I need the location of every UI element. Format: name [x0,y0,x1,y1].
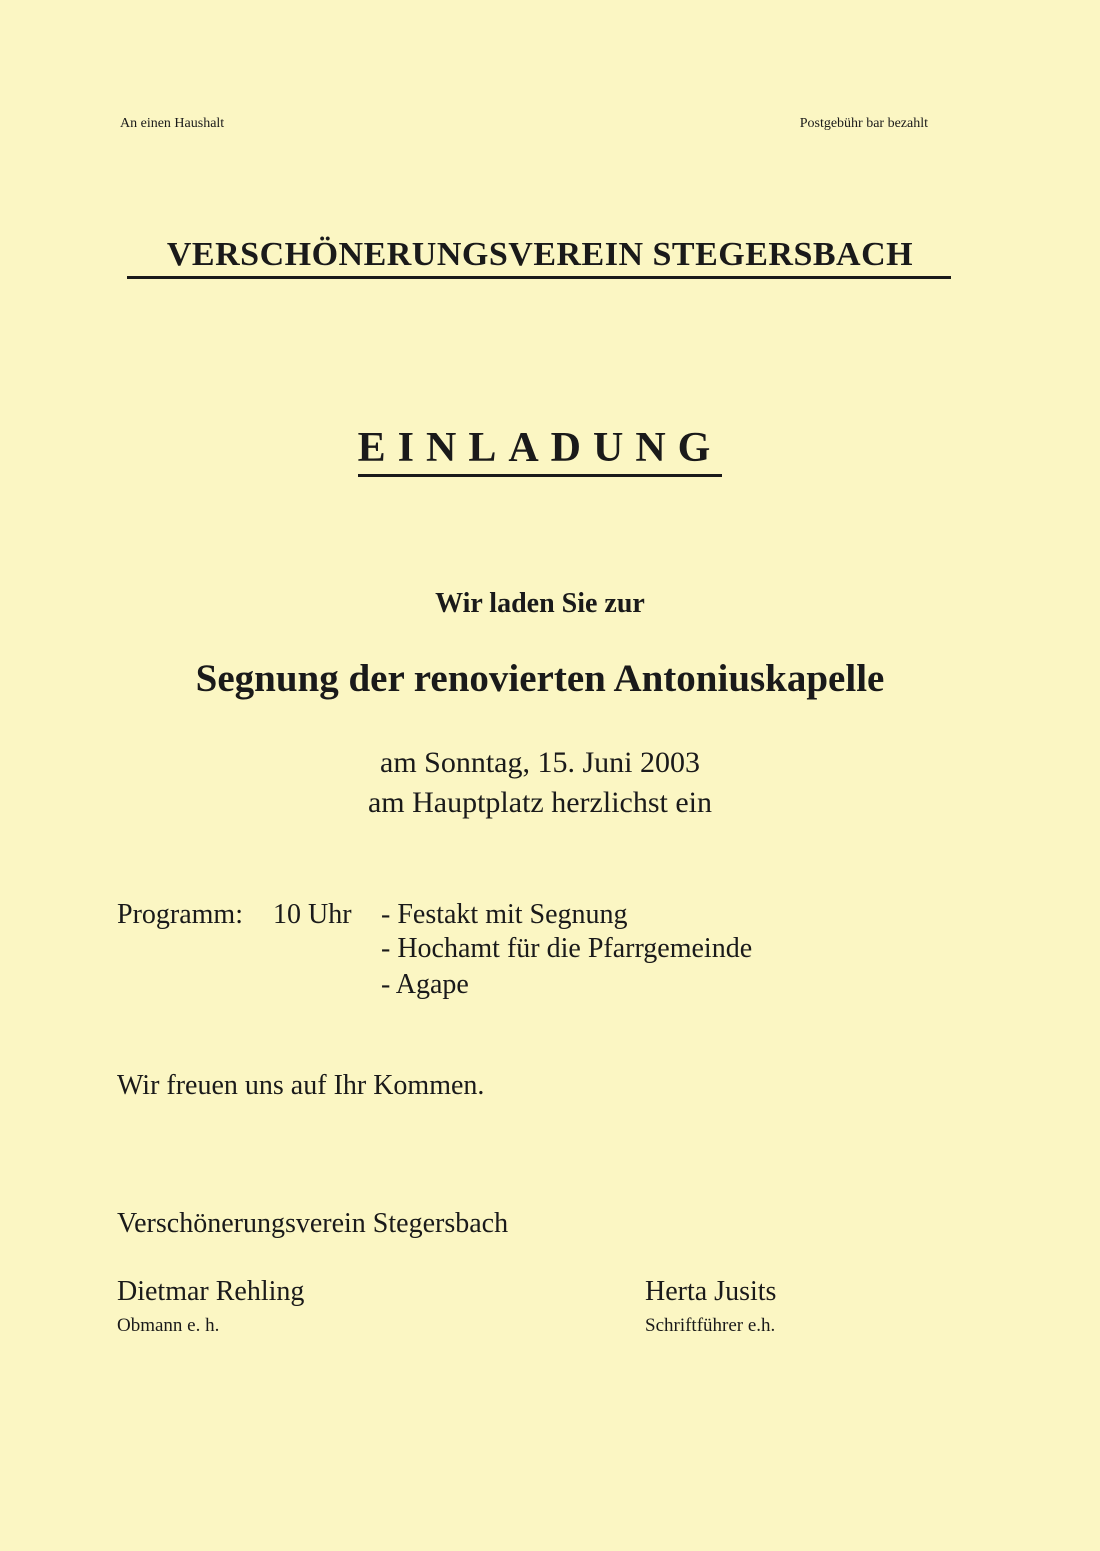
signature-organization: Verschönerungsverein Stegersbach [117,1208,509,1239]
postal-note-recipient: An einen Haushalt [120,116,225,131]
closing-line: Wir freuen uns auf Ihr Kommen. [117,1070,485,1101]
organization-title: VERSCHÖNERUNGSVEREIN STEGERSBACH [166,236,914,273]
document-heading-underline [358,474,722,477]
invitation-intro: Wir laden Sie zur [435,588,645,619]
event-place: am Hauptplatz herzlichst ein [367,786,713,819]
event-date: am Sonntag, 15. Juni 2003 [380,746,700,779]
program-item: - Festakt mit Segnung [381,899,628,930]
organization-title-underline [127,276,951,279]
document-heading: EINLADUNG [357,425,723,471]
signer-role: Obmann e. h. [117,1315,220,1336]
signer-name: Herta Jusits [645,1276,777,1307]
signer-name: Dietmar Rehling [117,1276,305,1307]
postal-note-fee: Postgebühr bar bezahlt [799,116,928,131]
program-label: Programm: [117,899,243,930]
program-item: - Hochamt für die Pfarrgemeinde [381,933,753,964]
event-title: Segnung der renovierten Antoniuskapelle [195,657,885,700]
program-item: - Agape [381,969,469,1000]
program-time: 10 Uhr [273,899,352,930]
signer-role: Schriftführer e.h. [645,1315,776,1336]
